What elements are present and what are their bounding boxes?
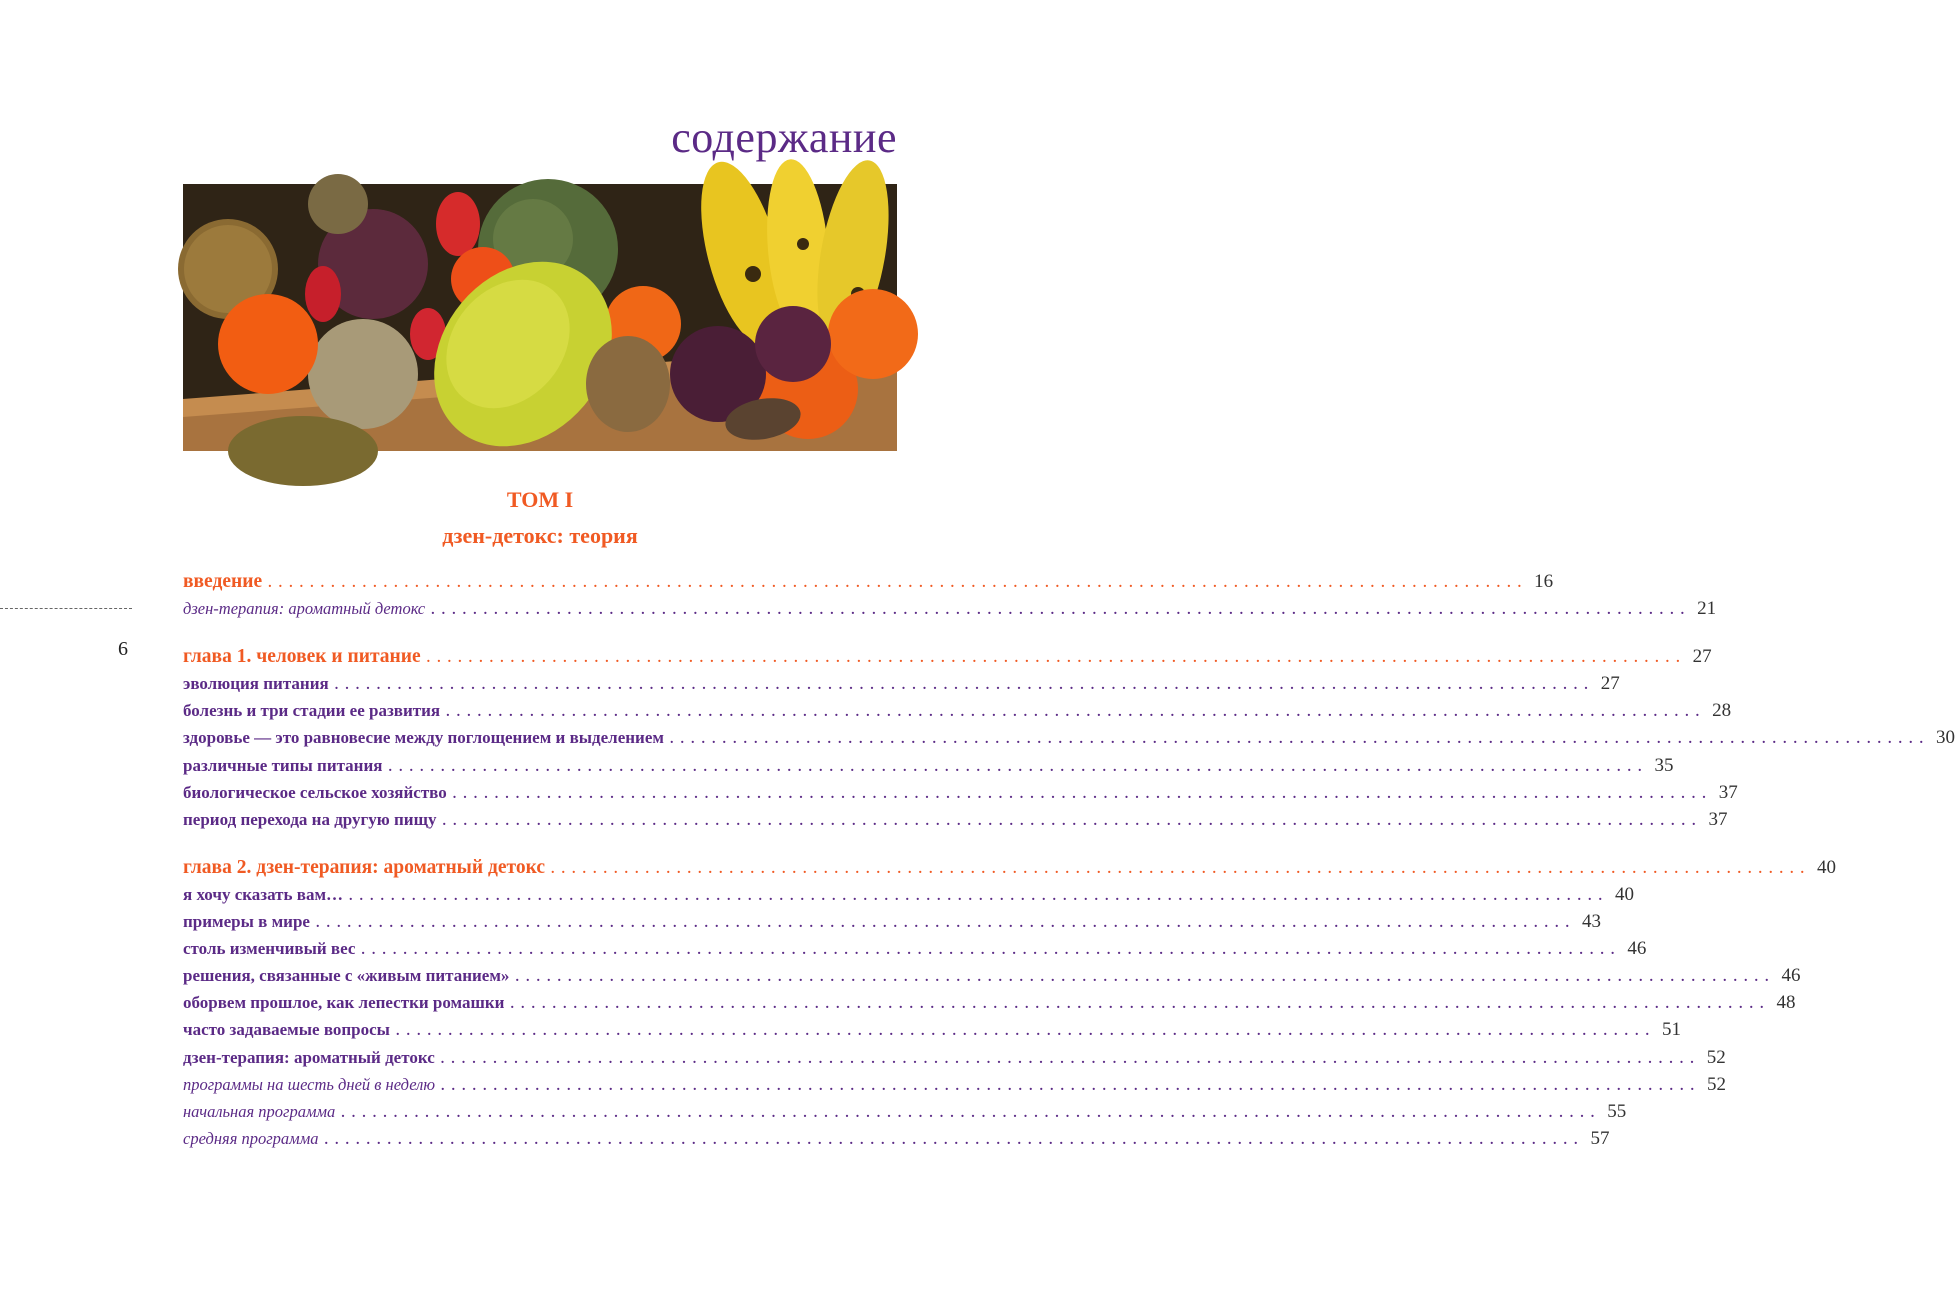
- toc-entry[interactable]: [183, 700, 1732, 727]
- toc-entry[interactable]: [183, 1019, 1681, 1046]
- toc-entry-label: введение: [183, 571, 263, 592]
- toc-entry-label: я хочу сказать вам…: [183, 884, 344, 904]
- toc-leader-dots: ........................................................................................................................: [515, 970, 1776, 986]
- toc-leader-dots: ........................................................................................................................: [361, 943, 1622, 959]
- volume-number: ТОМ I: [506, 487, 574, 512]
- toc-entry-page: 40: [1615, 883, 1635, 905]
- toc-entry-label: средняя программа: [183, 1128, 319, 1148]
- toc-entry-label: дзен-терапия: ароматный детокс: [183, 1047, 435, 1067]
- toc-leader-dots: ........................................................................................................................: [446, 705, 1707, 721]
- toc-entry-label: различные типы питания: [183, 755, 383, 775]
- table-of-contents: [183, 571, 1955, 1155]
- toc-leader-dots: ........................................................................................................................: [324, 1132, 1585, 1148]
- toc-entry-label: глава 1. человек и питание: [183, 646, 421, 668]
- toc-leader-dots: ........................................................................................................................: [440, 1078, 1701, 1094]
- toc-entry-page: 27: [1692, 646, 1712, 668]
- toc-leader-dots: ........................................................................................................................: [669, 732, 1930, 748]
- toc-entry[interactable]: [183, 1073, 1726, 1101]
- toc-entry[interactable]: [183, 1046, 1726, 1074]
- toc-entry-label: глава 2. дзен-терапия: ароматный детокс: [183, 856, 546, 878]
- toc-entry-page: 55: [1607, 1100, 1627, 1122]
- toc-entry-label: часто задаваемые вопросы: [183, 1020, 390, 1040]
- toc-entry[interactable]: [183, 965, 1801, 992]
- toc-entry-page: 46: [1781, 965, 1801, 987]
- toc-entry[interactable]: [183, 992, 1796, 1019]
- toc-leader-dots: ........................................................................................................................: [315, 916, 1576, 932]
- toc-entry[interactable]: [183, 808, 1728, 836]
- toc-entry[interactable]: [183, 727, 1955, 754]
- toc-entry-page: 21: [1697, 598, 1717, 620]
- toc-group-chapter1: [183, 646, 1955, 836]
- toc-leader-dots: ........................................................................................................................: [442, 813, 1703, 829]
- toc-entry-page: 52: [1706, 1046, 1726, 1068]
- toc-group-chapter2: [183, 856, 1837, 1155]
- toc-entry[interactable]: [183, 911, 1601, 938]
- toc-entry-page: 43: [1581, 911, 1601, 933]
- toc-entry-label: биологическое сельское хозяйство: [183, 782, 447, 802]
- toc-entry-label: период перехода на другую пищу: [183, 809, 437, 829]
- toc-entry[interactable]: [183, 781, 1738, 809]
- margin-rule: [0, 608, 132, 609]
- toc-entry-label: начальная программа: [183, 1101, 336, 1121]
- toc-leader-dots: ........................................................................................................................: [395, 1024, 1656, 1040]
- toc-leader-dots: ........................................................................................................................: [268, 576, 1529, 591]
- toc-leader-dots: ........................................................................................................................: [551, 861, 1812, 877]
- toc-entry[interactable]: [183, 883, 1635, 911]
- toc-entry[interactable]: [183, 571, 1554, 598]
- toc-entry[interactable]: [183, 856, 1837, 884]
- toc-entry-label: оборвем прошлое, как лепестки ромашки: [183, 993, 505, 1013]
- toc-entry-page: 51: [1661, 1019, 1681, 1041]
- toc-leader-dots: ........................................................................................................................: [426, 651, 1687, 667]
- toc-entry-label: решения, связанные с «живым питанием»: [183, 966, 510, 986]
- toc-entry[interactable]: [183, 598, 1717, 625]
- toc-entry-page: 30: [1935, 727, 1955, 749]
- toc-leader-dots: ........................................................................................................................: [452, 786, 1713, 802]
- toc-entry-page: 27: [1600, 673, 1620, 695]
- toc-entry-page: 28: [1712, 700, 1732, 722]
- toc-entry[interactable]: [183, 1127, 1610, 1155]
- fruit-illustration: [183, 184, 897, 451]
- toc-entry-label: дзен-терапия: ароматный детокс: [183, 599, 426, 619]
- toc-entry[interactable]: [183, 673, 1620, 700]
- toc-leader-dots: ........................................................................................................................: [510, 997, 1771, 1013]
- toc-entry-page: 35: [1654, 754, 1674, 776]
- page-number: 6: [118, 638, 128, 660]
- toc-entry-label: столь изменчивый вес: [183, 939, 356, 959]
- toc-entry[interactable]: [183, 646, 1712, 673]
- toc-entry-label: болезнь и три стадии ее развития: [183, 701, 441, 721]
- toc-entry-page: 52: [1706, 1073, 1726, 1095]
- toc-entry[interactable]: [183, 938, 1647, 965]
- toc-entry-label: программы на шесть дней в неделю: [183, 1074, 435, 1094]
- toc-entry-page: 16: [1534, 571, 1554, 592]
- volume-subtitle: дзен-детокс: теория: [442, 523, 638, 548]
- toc-entry[interactable]: [183, 754, 1674, 782]
- toc-entry[interactable]: [183, 1100, 1627, 1128]
- toc-leader-dots: ........................................................................................................................: [349, 888, 1610, 904]
- toc-entry-page: 37: [1708, 808, 1728, 830]
- toc-entry-page: 37: [1718, 781, 1738, 803]
- toc-entry-page: 48: [1776, 992, 1796, 1014]
- toc-group-intro: [183, 571, 1717, 625]
- toc-leader-dots: ........................................................................................................................: [341, 1105, 1602, 1121]
- toc-entry-label: примеры в мире: [183, 912, 310, 932]
- toc-entry-label: здоровье — это равновесие между поглощением и выделением: [183, 728, 664, 748]
- toc-leader-dots: ........................................................................................................................: [431, 603, 1692, 619]
- toc-entry-label: эволюция питания: [183, 674, 329, 694]
- fruit-photo: [183, 184, 897, 451]
- toc-entry-page: 46: [1627, 938, 1647, 960]
- toc-entry-page: 40: [1817, 856, 1837, 878]
- toc-leader-dots: ........................................................................................................................: [334, 678, 1595, 694]
- toc-leader-dots: ........................................................................................................................: [388, 759, 1649, 775]
- toc-entry-page: 57: [1590, 1127, 1610, 1149]
- toc-leader-dots: ........................................................................................................................: [440, 1051, 1701, 1067]
- page-title: содержание: [671, 113, 897, 162]
